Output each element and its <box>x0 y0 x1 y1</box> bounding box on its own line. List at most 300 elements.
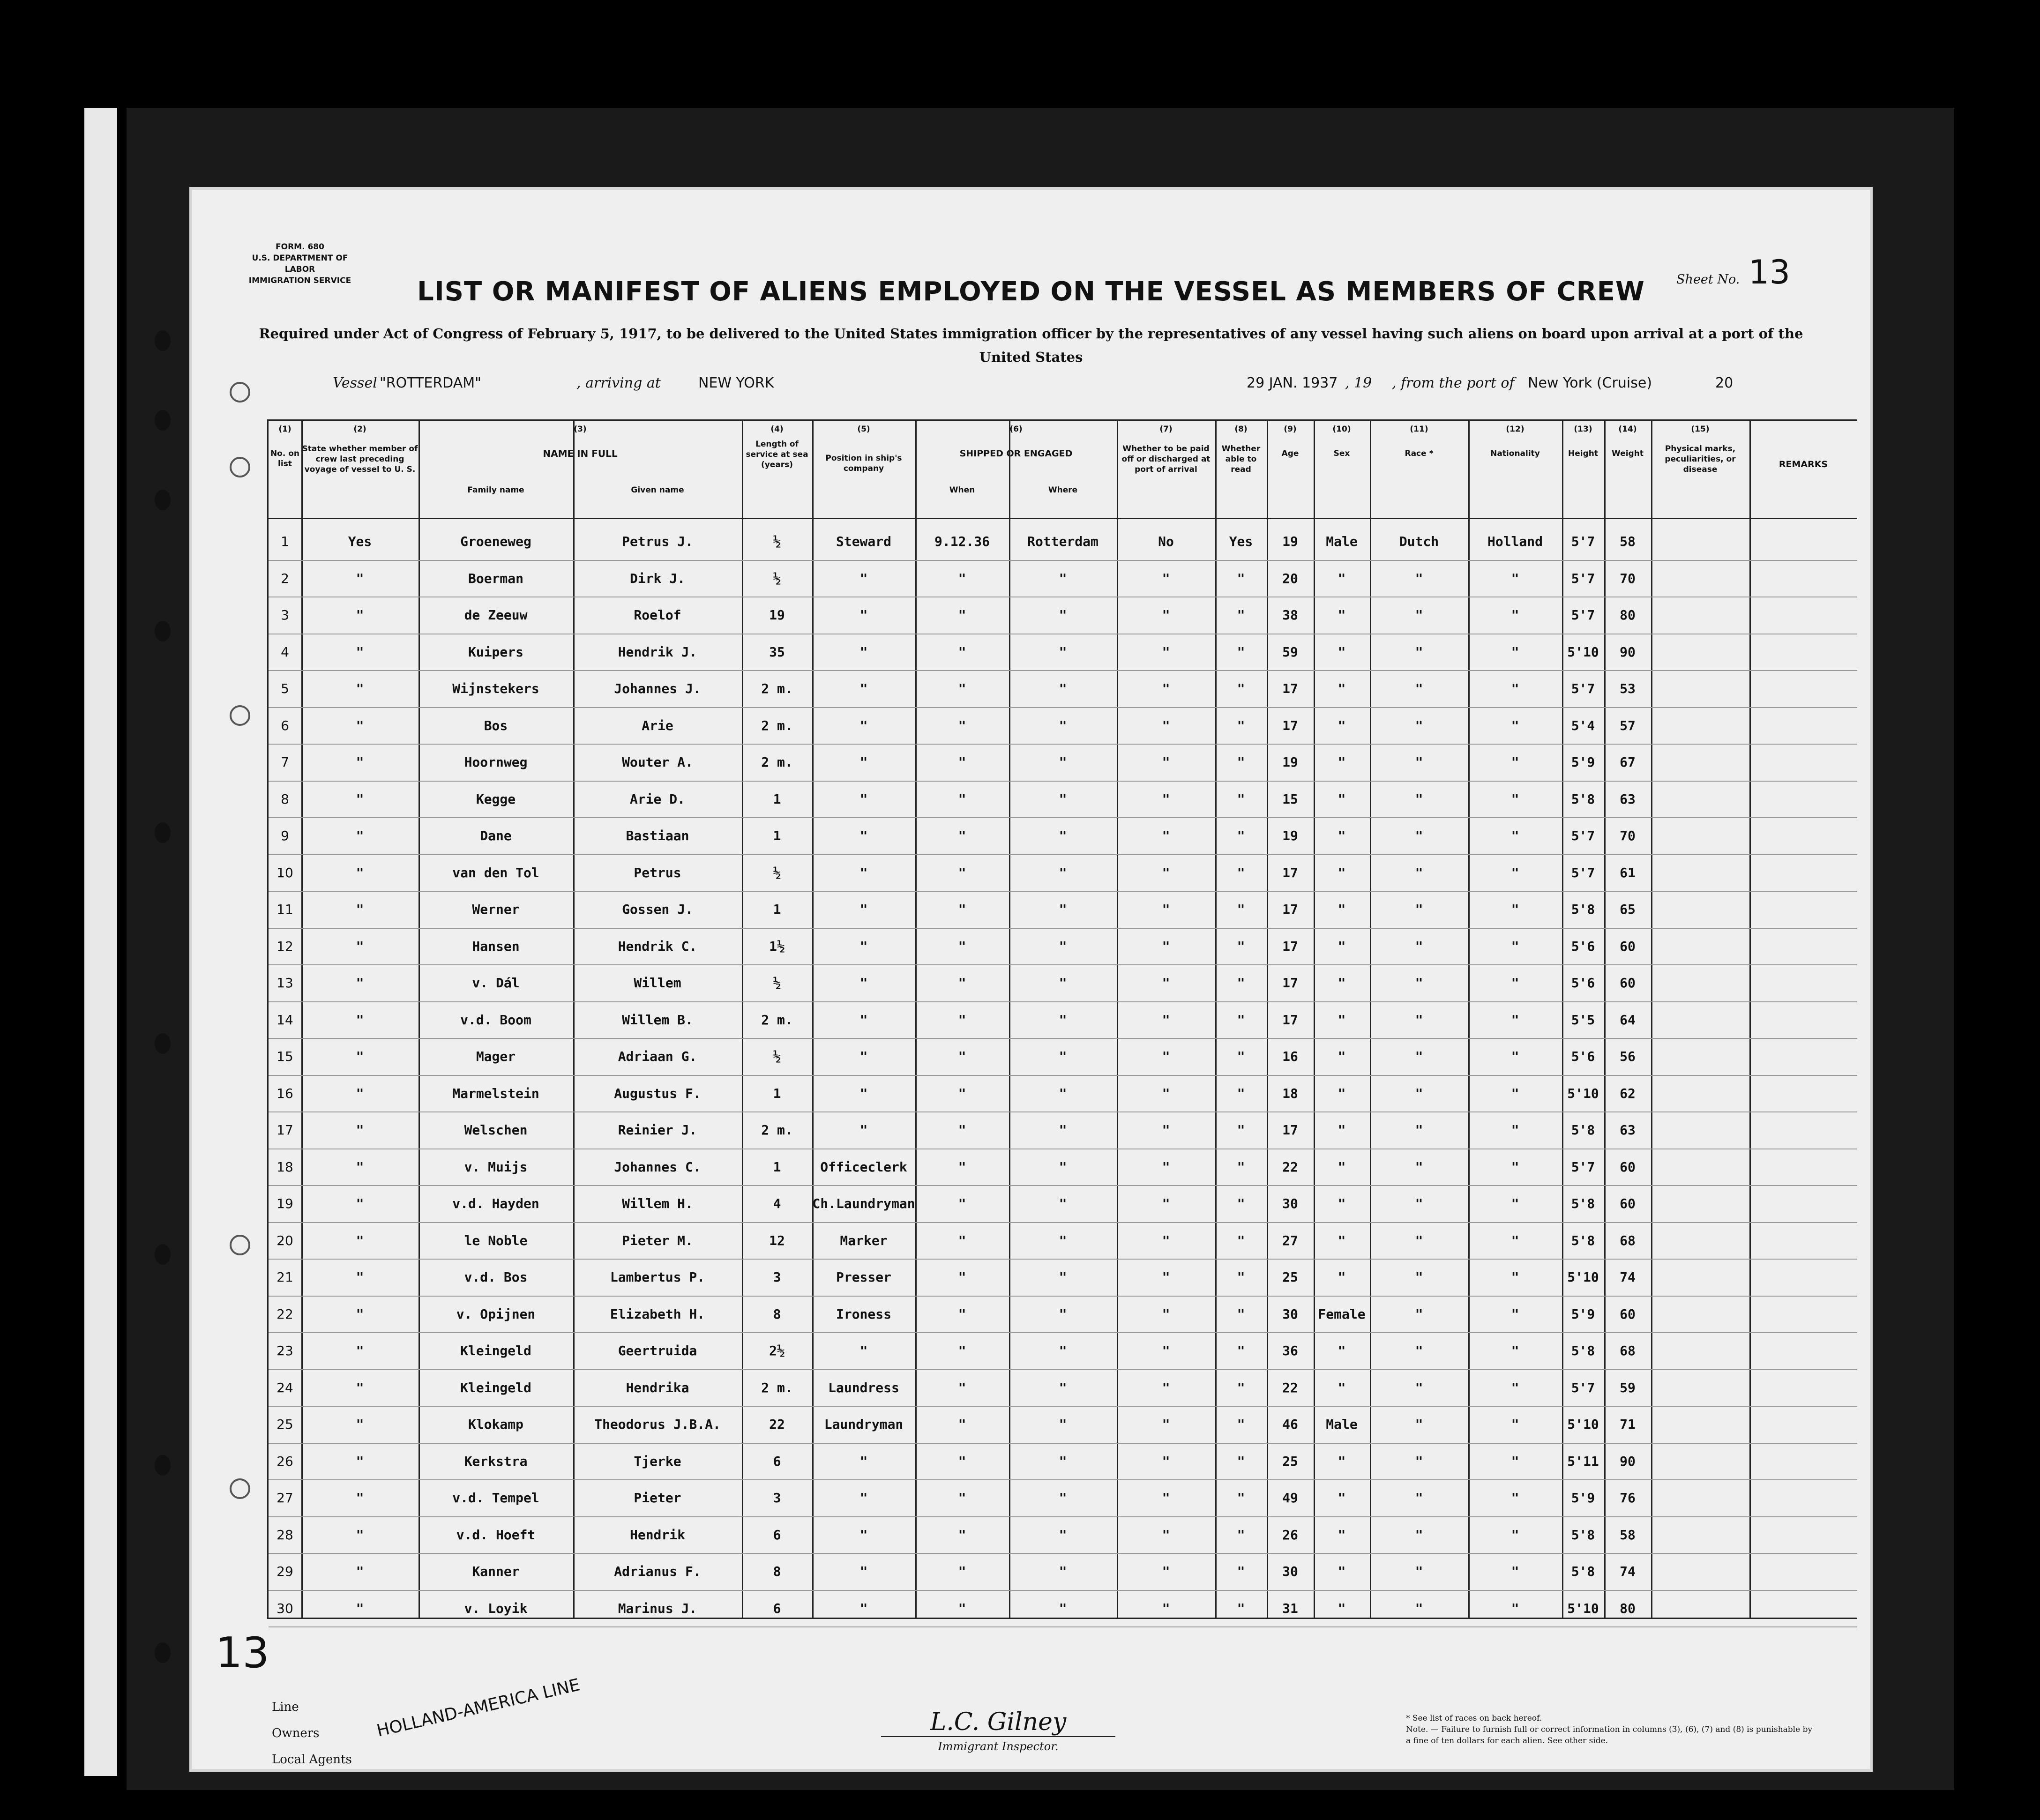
cell-service: 1 <box>773 902 781 917</box>
cell-given: Geertruida <box>618 1343 697 1358</box>
cell-prev: " <box>356 1306 364 1322</box>
cell-given: Adriaan G. <box>618 1049 697 1064</box>
cell-height: 5'4 <box>1571 717 1595 733</box>
cell-weight: 90 <box>1620 1453 1636 1469</box>
owners-label: Owners <box>272 1726 320 1740</box>
punch-hole <box>155 490 171 510</box>
col4-number: (4) <box>770 425 784 434</box>
cell-where: " <box>1059 938 1067 954</box>
cell-paid: " <box>1162 717 1170 733</box>
cell-weight: 67 <box>1620 754 1636 770</box>
cell-where: " <box>1059 1417 1067 1432</box>
cell-read: " <box>1237 1012 1245 1028</box>
cell-when: " <box>958 938 966 954</box>
cell-prev: " <box>356 902 364 917</box>
row-rule <box>269 1479 1857 1480</box>
cell-nationality: " <box>1511 1380 1519 1395</box>
cell-prev: " <box>356 1269 364 1285</box>
cell-when: " <box>958 1417 966 1432</box>
cell-read: " <box>1237 1527 1245 1543</box>
cell-race: " <box>1415 1490 1423 1506</box>
cell-no: 30 <box>276 1600 293 1616</box>
cell-when: " <box>958 902 966 917</box>
cell-family: Groeneweg <box>460 534 531 549</box>
cell-prev: " <box>356 1196 364 1211</box>
cell-race: " <box>1415 1269 1423 1285</box>
from-port: New York (Cruise) <box>1528 375 1652 391</box>
cell-given: Johannes C. <box>614 1159 701 1175</box>
cell-height: 5'11 <box>1567 1453 1599 1469</box>
col14-number: (14) <box>1618 425 1637 434</box>
cell-no: 13 <box>276 975 293 991</box>
cell-nationality: " <box>1511 1490 1519 1506</box>
cell-family: v.d. Hoeft <box>456 1527 536 1543</box>
arriving-label: , arriving at <box>576 375 661 391</box>
cell-service: 6 <box>773 1600 781 1616</box>
cell-prev: Yes <box>348 534 372 549</box>
cell-sex: " <box>1338 1232 1346 1248</box>
cell-when: " <box>958 681 966 696</box>
cell-height: 5'7 <box>1571 534 1595 549</box>
cell-sex: " <box>1338 681 1346 696</box>
cell-position: Steward <box>836 534 891 549</box>
cell-read: " <box>1237 975 1245 991</box>
cell-where: " <box>1059 1122 1067 1138</box>
cell-no: 8 <box>281 791 289 807</box>
cell-sex: " <box>1338 1049 1346 1064</box>
cell-age: 17 <box>1282 938 1298 954</box>
cell-nationality: " <box>1511 1269 1519 1285</box>
cell-weight: 64 <box>1620 1012 1636 1028</box>
cell-position: Laundryman <box>824 1417 904 1432</box>
cell-sex: " <box>1338 865 1346 880</box>
cell-sex: " <box>1338 828 1346 843</box>
cell-height: 5'7 <box>1571 865 1595 880</box>
cell-family: Hansen <box>472 938 520 954</box>
cell-service: 19 <box>769 607 785 623</box>
cell-paid: No <box>1158 534 1174 549</box>
column-rule <box>1651 419 1652 1619</box>
cell-paid: " <box>1162 754 1170 770</box>
cell-when: " <box>958 1306 966 1322</box>
cell-height: 5'5 <box>1571 1012 1595 1028</box>
cell-where: " <box>1059 570 1067 586</box>
cell-position: Ironess <box>836 1306 891 1322</box>
cell-where: " <box>1059 1564 1067 1579</box>
cell-prev: " <box>356 938 364 954</box>
cell-weight: 63 <box>1620 791 1636 807</box>
row-rule <box>269 854 1857 855</box>
cell-family: van den Tol <box>452 865 539 880</box>
cell-given: Petrus <box>634 865 681 880</box>
cell-position: Laundress <box>828 1380 899 1395</box>
cell-prev: " <box>356 1049 364 1064</box>
cell-when: " <box>958 791 966 807</box>
cell-prev: " <box>356 865 364 880</box>
row-rule <box>269 1443 1857 1444</box>
cell-height: 5'10 <box>1567 1417 1599 1432</box>
cell-weight: 61 <box>1620 865 1636 880</box>
cell-family: v. Opijnen <box>456 1306 536 1322</box>
cell-weight: 57 <box>1620 717 1636 733</box>
cell-service: 2 m. <box>761 1012 793 1028</box>
cell-position: " <box>859 607 868 623</box>
where-header: Where <box>1048 485 1078 495</box>
cell-position: " <box>859 1012 868 1028</box>
cell-given: Arie <box>642 717 673 733</box>
cell-service: 4 <box>773 1196 781 1211</box>
cell-given: Hendrik J. <box>618 644 697 660</box>
cell-given: Willem H. <box>622 1196 693 1211</box>
cell-race: " <box>1415 1417 1423 1432</box>
cell-position: " <box>859 975 868 991</box>
cell-no: 23 <box>276 1343 293 1358</box>
binder-ring <box>230 705 250 726</box>
cell-read: Yes <box>1229 534 1253 549</box>
cell-paid: " <box>1162 1600 1170 1616</box>
cell-prev: " <box>356 828 364 843</box>
cell-nationality: " <box>1511 1012 1519 1028</box>
cell-no: 3 <box>281 607 289 623</box>
cell-sex: " <box>1338 975 1346 991</box>
cell-family: Werner <box>472 902 520 917</box>
cell-service: 3 <box>773 1269 781 1285</box>
cell-sex: Male <box>1326 534 1358 549</box>
cell-race: " <box>1415 607 1423 623</box>
cell-nationality: " <box>1511 865 1519 880</box>
col5-header: Position in ship's company <box>825 454 902 473</box>
cell-sex: " <box>1338 1196 1346 1211</box>
cell-prev: " <box>356 644 364 660</box>
cell-position: " <box>859 717 868 733</box>
cell-weight: 80 <box>1620 607 1636 623</box>
cell-race: " <box>1415 1527 1423 1543</box>
cell-height: 5'8 <box>1571 791 1595 807</box>
cell-family: Wijnstekers <box>452 681 539 696</box>
cell-age: 17 <box>1282 681 1298 696</box>
cell-weight: 60 <box>1620 1159 1636 1175</box>
cell-when: " <box>958 1159 966 1175</box>
cell-when: " <box>958 1122 966 1138</box>
cell-service: ½ <box>773 534 781 549</box>
cell-prev: " <box>356 791 364 807</box>
cell-age: 31 <box>1282 1600 1298 1616</box>
cell-age: 17 <box>1282 1122 1298 1138</box>
cell-when: " <box>958 754 966 770</box>
cell-age: 17 <box>1282 865 1298 880</box>
cell-read: " <box>1237 938 1245 954</box>
cell-prev: " <box>356 1232 364 1248</box>
cell-given: Dirk J. <box>629 570 685 586</box>
cell-no: 6 <box>281 717 289 733</box>
cell-given: Pieter <box>634 1490 681 1506</box>
penalty-text: Note. — Failure to furnish full or correct information in columns (3), (6), (7) and (8) is punishable by a fine of ten dollars for each alien. See other side. <box>1406 1725 1813 1745</box>
cell-race: " <box>1415 1049 1423 1064</box>
cell-when: " <box>958 865 966 880</box>
cell-paid: " <box>1162 1380 1170 1395</box>
cell-service: 6 <box>773 1527 781 1543</box>
races-note: * See list of races on back hereof. <box>1406 1714 1542 1723</box>
arrival-date: 29 JAN. 1937 <box>1247 375 1338 391</box>
cell-nationality: " <box>1511 717 1519 733</box>
cell-prev: " <box>356 1012 364 1028</box>
cell-prev: " <box>356 1564 364 1579</box>
row-rule <box>269 1075 1857 1076</box>
cell-position: " <box>859 1527 868 1543</box>
cell-nationality: " <box>1511 1527 1519 1543</box>
cell-service: 2 m. <box>761 1122 793 1138</box>
binder-ring <box>230 382 250 403</box>
cell-prev: " <box>356 1343 364 1358</box>
cell-height: 5'8 <box>1571 1122 1595 1138</box>
cell-paid: " <box>1162 1490 1170 1506</box>
col6-header: SHIPPED OR ENGAGED <box>959 448 1073 459</box>
cell-family: v.d. Hayden <box>452 1196 539 1211</box>
cell-where: " <box>1059 1343 1067 1358</box>
col15-header: Physical marks, peculiarities, or disease <box>1665 444 1736 474</box>
cell-sex: " <box>1338 1159 1346 1175</box>
cell-age: 30 <box>1282 1306 1298 1322</box>
cell-weight: 60 <box>1620 1196 1636 1211</box>
form-service: IMMIGRATION SERVICE <box>248 276 351 285</box>
cell-race: " <box>1415 938 1423 954</box>
remarks-header: REMARKS <box>1778 459 1828 470</box>
cell-read: " <box>1237 1269 1245 1285</box>
cell-weight: 68 <box>1620 1232 1636 1248</box>
cell-no: 25 <box>276 1417 293 1432</box>
cell-where: " <box>1059 1012 1067 1028</box>
when-header: When <box>949 485 975 495</box>
cell-where: " <box>1059 1306 1067 1322</box>
cell-service: ½ <box>773 570 781 586</box>
cell-no: 15 <box>276 1049 293 1064</box>
cell-service: 2½ <box>769 1343 785 1358</box>
cell-when: " <box>958 828 966 843</box>
col12-number: (12) <box>1506 425 1524 434</box>
cell-nationality: " <box>1511 1085 1519 1101</box>
cell-where: " <box>1059 791 1067 807</box>
row-rule <box>269 560 1857 561</box>
cell-read: " <box>1237 754 1245 770</box>
vessel-label: Vessel <box>333 375 377 391</box>
cell-height: 5'7 <box>1571 570 1595 586</box>
col9-number: (9) <box>1284 425 1297 434</box>
cell-position: " <box>859 902 868 917</box>
cell-given: Roelof <box>634 607 681 623</box>
cell-sex: " <box>1338 1085 1346 1101</box>
row-rule <box>269 928 1857 929</box>
cell-read: " <box>1237 1564 1245 1579</box>
cell-when: " <box>958 1343 966 1358</box>
row-rule <box>269 1222 1857 1223</box>
cell-height: 5'7 <box>1571 1380 1595 1395</box>
cell-family: v.d. Tempel <box>452 1490 539 1506</box>
cell-race: " <box>1415 570 1423 586</box>
cell-age: 15 <box>1282 791 1298 807</box>
cell-where: " <box>1059 681 1067 696</box>
col14-header: Weight <box>1612 449 1644 458</box>
cell-family: v.d. Bos <box>464 1269 528 1285</box>
cell-read: " <box>1237 1417 1245 1432</box>
cell-where: " <box>1059 1527 1067 1543</box>
cell-given: Theodorus J.B.A. <box>594 1417 721 1432</box>
cell-sex: " <box>1338 902 1346 917</box>
cell-weight: 59 <box>1620 1380 1636 1395</box>
cell-where: " <box>1059 1600 1067 1616</box>
col11-header: Race * <box>1405 449 1434 458</box>
cell-given: Reinier J. <box>618 1122 697 1138</box>
cell-read: " <box>1237 644 1245 660</box>
cell-where: " <box>1059 1049 1067 1064</box>
cell-sex: " <box>1338 1490 1346 1506</box>
cell-given: Hendrik C. <box>618 938 697 954</box>
cell-sex: " <box>1338 1012 1346 1028</box>
cell-no: 11 <box>276 902 293 917</box>
form-department: U.S. DEPARTMENT OF LABOR <box>252 254 348 274</box>
punch-hole <box>155 1642 171 1663</box>
penalty-note <box>1406 1713 1818 1746</box>
cell-position: Officeclerk <box>820 1159 907 1175</box>
row-rule <box>269 1111 1857 1112</box>
cell-height: 5'8 <box>1571 1527 1595 1543</box>
row-rule <box>269 1038 1857 1039</box>
cell-age: 30 <box>1282 1196 1298 1211</box>
cell-where: " <box>1059 1490 1067 1506</box>
cell-no: 20 <box>276 1232 293 1248</box>
cell-nationality: " <box>1511 1159 1519 1175</box>
cell-no: 2 <box>281 570 289 586</box>
cell-age: 26 <box>1282 1527 1298 1543</box>
cell-paid: " <box>1162 865 1170 880</box>
binder-ring <box>230 1478 250 1499</box>
cell-weight: 58 <box>1620 534 1636 549</box>
local-agents-label: Local Agents <box>272 1753 352 1767</box>
cell-paid: " <box>1162 570 1170 586</box>
cell-height: 5'7 <box>1571 828 1595 843</box>
cell-when: " <box>958 1232 966 1248</box>
col7-header: Whether to be paid off or discharged at port of arrival <box>1121 444 1211 474</box>
cell-family: v.d. Boom <box>460 1012 531 1028</box>
cell-read: " <box>1237 1343 1245 1358</box>
cell-nationality: " <box>1511 1049 1519 1064</box>
cell-family: Boerman <box>468 570 523 586</box>
cell-no: 10 <box>276 865 293 880</box>
corner-number: 20 <box>1715 375 1734 391</box>
cell-race: " <box>1415 902 1423 917</box>
cell-sex: " <box>1338 607 1346 623</box>
cell-no: 29 <box>276 1564 293 1579</box>
cell-paid: " <box>1162 1232 1170 1248</box>
cell-height: 5'7 <box>1571 681 1595 696</box>
form-number: FORM. 680 <box>276 242 324 252</box>
cell-when: " <box>958 1012 966 1028</box>
cell-position: " <box>859 865 868 880</box>
col2-number: (2) <box>353 425 366 434</box>
cell-sex: " <box>1338 1600 1346 1616</box>
cell-given: Gossen J. <box>622 902 693 917</box>
cell-weight: 90 <box>1620 644 1636 660</box>
punch-hole <box>155 822 171 843</box>
row-rule <box>269 1590 1857 1591</box>
cell-position: " <box>859 1490 868 1506</box>
cell-weight: 63 <box>1620 1122 1636 1138</box>
cell-paid: " <box>1162 681 1170 696</box>
row-rule <box>269 817 1857 818</box>
cell-nationality: " <box>1511 1564 1519 1579</box>
cell-weight: 60 <box>1620 975 1636 991</box>
cell-position: " <box>859 1049 868 1064</box>
cell-weight: 74 <box>1620 1269 1636 1285</box>
cell-when: " <box>958 1380 966 1395</box>
cell-family: Kuipers <box>468 644 523 660</box>
row-rule <box>269 1406 1857 1407</box>
cell-family: v. Loyik <box>464 1600 528 1616</box>
cell-race: " <box>1415 1380 1423 1395</box>
cell-read: " <box>1237 681 1245 696</box>
cell-family: Bos <box>484 717 508 733</box>
cell-prev: " <box>356 1122 364 1138</box>
cell-race: " <box>1415 828 1423 843</box>
cell-where: Rotterdam <box>1027 534 1098 549</box>
cell-position: " <box>859 1600 868 1616</box>
cell-height: 5'8 <box>1571 902 1595 917</box>
cell-height: 5'8 <box>1571 1232 1595 1248</box>
cell-sex: " <box>1338 717 1346 733</box>
cell-age: 25 <box>1282 1453 1298 1469</box>
cell-paid: " <box>1162 1085 1170 1101</box>
cell-no: 26 <box>276 1453 293 1469</box>
cell-prev: " <box>356 1600 364 1616</box>
cell-prev: " <box>356 754 364 770</box>
cell-read: " <box>1237 607 1245 623</box>
cell-race: " <box>1415 1122 1423 1138</box>
cell-family: Marmelstein <box>452 1085 539 1101</box>
cell-sex: " <box>1338 1380 1346 1395</box>
cell-read: " <box>1237 1490 1245 1506</box>
cell-family: Klokamp <box>468 1417 523 1432</box>
cell-prev: " <box>356 975 364 991</box>
cell-sex: " <box>1338 1122 1346 1138</box>
col7-number: (7) <box>1159 425 1173 434</box>
cell-service: 1 <box>773 828 781 843</box>
cell-age: 17 <box>1282 717 1298 733</box>
cell-paid: " <box>1162 644 1170 660</box>
cell-no: 9 <box>281 828 289 843</box>
cell-height: 5'10 <box>1567 1600 1599 1616</box>
cell-age: 27 <box>1282 1232 1298 1248</box>
cell-read: " <box>1237 717 1245 733</box>
cell-height: 5'8 <box>1571 1343 1595 1358</box>
cell-paid: " <box>1162 1453 1170 1469</box>
cell-prev: " <box>356 1527 364 1543</box>
cell-paid: " <box>1162 1527 1170 1543</box>
cell-no: 16 <box>276 1085 293 1101</box>
cell-position: Presser <box>836 1269 891 1285</box>
cell-age: 30 <box>1282 1564 1298 1579</box>
cell-read: " <box>1237 1380 1245 1395</box>
cell-no: 24 <box>276 1380 293 1395</box>
cell-race: " <box>1415 1564 1423 1579</box>
cell-given: Willem <box>634 975 681 991</box>
cell-given: Bastiaan <box>626 828 689 843</box>
cell-given: Lambertus P. <box>610 1269 705 1285</box>
punch-hole <box>155 621 171 641</box>
film-edge <box>84 108 117 1776</box>
crew-table <box>267 419 1857 1619</box>
cell-read: " <box>1237 570 1245 586</box>
year-prefix: , 19 <box>1345 375 1372 391</box>
cell-age: 36 <box>1282 1343 1298 1358</box>
